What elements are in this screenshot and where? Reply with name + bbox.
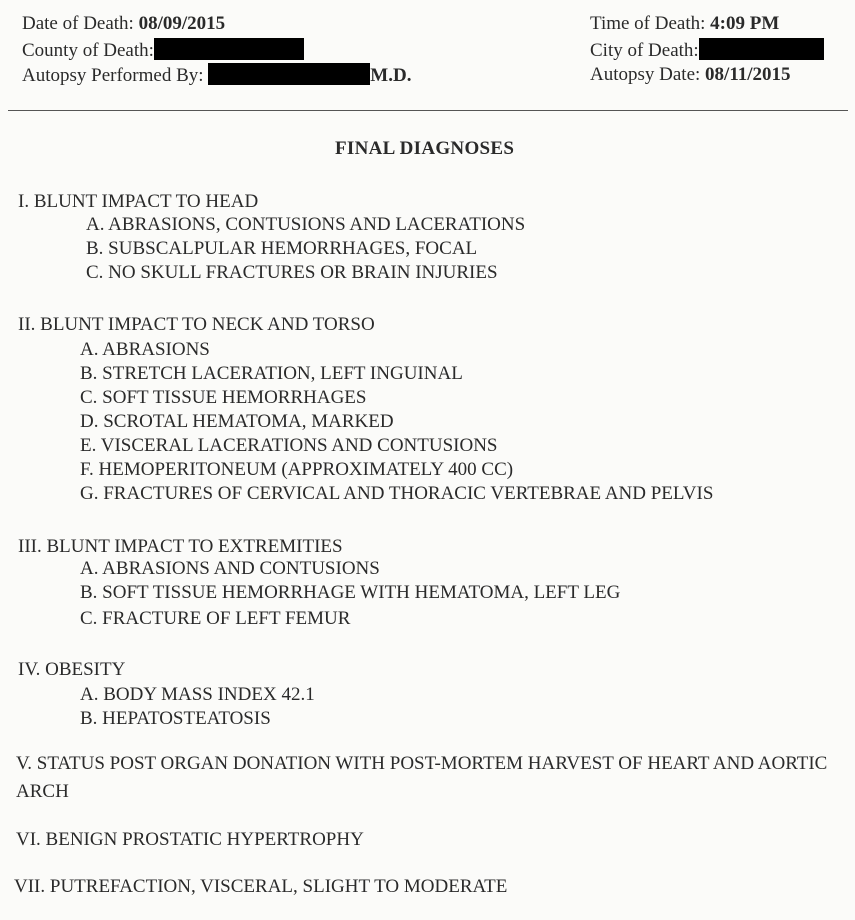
list-item: F. HEMOPERITONEUM (APPROXIMATELY 400 CC) bbox=[80, 459, 514, 480]
list-item: E. VISCERAL LACERATIONS AND CONTUSIONS bbox=[80, 435, 498, 456]
date-of-death-label: Date of Death: bbox=[22, 13, 134, 34]
county-of-death-label: County of Death: bbox=[22, 40, 154, 61]
list-item: A. ABRASIONS bbox=[80, 339, 210, 360]
list-item: G. FRACTURES OF CERVICAL AND THORACIC VERTEBRAE AND PELVIS bbox=[80, 483, 714, 504]
list-item: A. ABRASIONS AND CONTUSIONS bbox=[80, 558, 380, 579]
list-item: B. SOFT TISSUE HEMORRHAGE WITH HEMATOMA, LEFT LEG bbox=[80, 582, 621, 603]
list-item: B. STRETCH LACERATION, LEFT INGUINAL bbox=[80, 363, 463, 384]
date-of-death-value: 08/09/2015 bbox=[138, 13, 226, 34]
autopsy-date-value: 08/11/2015 bbox=[705, 64, 791, 85]
list-item: C. NO SKULL FRACTURES OR BRAIN INJURIES bbox=[86, 262, 498, 283]
list-item: C. FRACTURE OF LEFT FEMUR bbox=[80, 608, 351, 629]
autopsy-date-label: Autopsy Date: bbox=[590, 64, 701, 85]
list-item: D. SCROTAL HEMATOMA, MARKED bbox=[80, 411, 394, 432]
section-heading: VII. PUTREFACTION, VISCERAL, SLIGHT TO MODERATE bbox=[14, 876, 508, 897]
list-item: C. SOFT TISSUE HEMORRHAGES bbox=[80, 387, 367, 408]
examiner-redaction bbox=[208, 63, 370, 85]
autopsy-by-line bbox=[22, 63, 411, 88]
city-of-death-line bbox=[590, 38, 824, 63]
county-of-death-line bbox=[22, 38, 304, 63]
city-redaction bbox=[699, 38, 824, 60]
header-divider bbox=[8, 110, 848, 111]
autopsy-date-line bbox=[590, 63, 791, 87]
section-heading: I. BLUNT IMPACT TO HEAD bbox=[18, 191, 259, 212]
autopsy-by-label: Autopsy Performed By: bbox=[22, 65, 204, 86]
list-item: B. SUBSCALPULAR HEMORRHAGES, FOCAL bbox=[86, 238, 478, 259]
list-item: A. ABRASIONS, CONTUSIONS AND LACERATIONS bbox=[86, 214, 526, 235]
section-heading: III. BLUNT IMPACT TO EXTREMITIES bbox=[18, 536, 343, 557]
autopsy-by-suffix: M.D. bbox=[370, 65, 412, 86]
county-redaction bbox=[154, 38, 304, 60]
section-heading: IV. OBESITY bbox=[18, 659, 126, 680]
time-of-death-line bbox=[590, 12, 779, 36]
list-item: A. BODY MASS INDEX 42.1 bbox=[80, 684, 315, 705]
time-of-death-value: 4:09 PM bbox=[710, 13, 780, 34]
list-item: B. HEPATOSTEATOSIS bbox=[80, 708, 271, 729]
city-of-death-label: City of Death: bbox=[590, 40, 699, 61]
time-of-death-label: Time of Death: bbox=[590, 13, 706, 34]
section-heading: VI. BENIGN PROSTATIC HYPERTROPHY bbox=[16, 829, 364, 850]
page-title: FINAL DIAGNOSES bbox=[335, 138, 515, 159]
section-heading: II. BLUNT IMPACT TO NECK AND TORSO bbox=[18, 314, 375, 335]
section-heading: V. STATUS POST ORGAN DONATION WITH POST-MORTEM HARVEST OF HEART AND AORTIC ARCH bbox=[16, 753, 828, 802]
date-of-death-line bbox=[22, 12, 225, 36]
